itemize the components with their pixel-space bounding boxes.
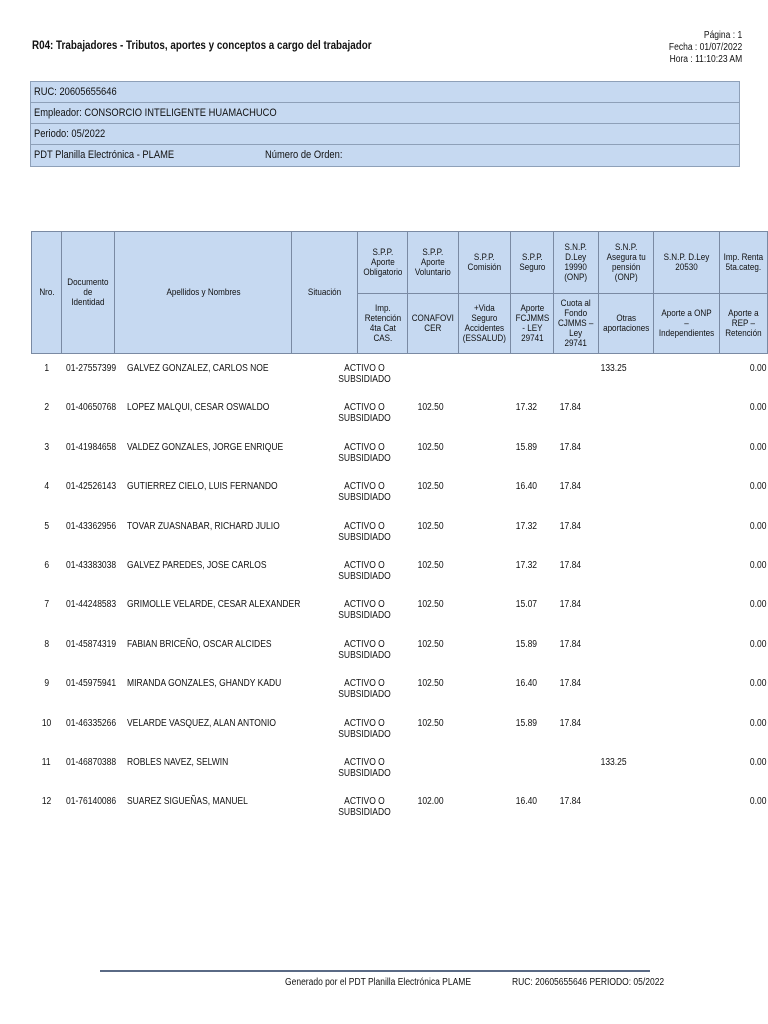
row-status: ACTIVO O SUBSIDIADO xyxy=(338,796,391,819)
header-cuota-fondo: Cuota al Fondo CJMMS – Ley 29741 xyxy=(554,294,598,354)
header-spp-seguro: S.P.P. Seguro xyxy=(510,232,554,294)
row-snp-20530 xyxy=(674,636,720,675)
row-spp-obligatorio: 102.50 xyxy=(417,441,444,453)
row-snp-asegura xyxy=(628,596,674,635)
row-name: MIRANDA GONZALES, GHANDY KADU xyxy=(126,678,282,690)
row-nro: 4 xyxy=(44,481,49,493)
row-spp-comision: 16.40 xyxy=(516,678,538,690)
header-status: Situación xyxy=(292,232,357,354)
row-snp-19990: 133.25 xyxy=(600,363,627,374)
row-nro: 8 xyxy=(44,638,49,650)
row-spp-voluntario xyxy=(449,360,491,399)
header-spp-voluntario: S.P.P. Aporte Voluntario xyxy=(408,232,459,294)
row-snp-asegura xyxy=(628,636,674,675)
row-status: ACTIVO O SUBSIDIADO xyxy=(338,559,391,582)
row-status: ACTIVO O SUBSIDIADO xyxy=(338,678,391,701)
header-name: Apellidos y Nombres xyxy=(115,232,292,354)
header-spp-obligatorio: S.P.P. Aporte Obligatorio xyxy=(357,232,408,294)
table-row xyxy=(31,399,768,438)
row-spp-voluntario xyxy=(449,596,491,635)
header-retencion-4ta: Imp. Retención 4ta Cat CAS. xyxy=(357,294,408,354)
row-snp-19990 xyxy=(583,439,628,478)
row-snp-asegura xyxy=(628,793,674,832)
row-renta-5ta: 0.00 xyxy=(749,678,766,690)
row-spp-voluntario xyxy=(449,439,491,478)
table-row xyxy=(31,518,768,557)
row-snp-asegura xyxy=(628,754,674,793)
row-spp-voluntario xyxy=(449,754,491,793)
row-snp-19990: 133.25 xyxy=(600,756,627,768)
row-spp-comision: 17.32 xyxy=(516,559,538,571)
table-row xyxy=(31,636,768,675)
row-spp-seguro: 17.84 xyxy=(560,520,582,532)
row-status: ACTIVO O SUBSIDIADO xyxy=(338,402,391,425)
row-nro: 5 xyxy=(44,520,49,532)
row-status: ACTIVO O SUBSIDIADO xyxy=(338,363,391,385)
row-snp-19990 xyxy=(583,557,628,596)
row-spp-seguro: 17.84 xyxy=(560,402,582,414)
row-nro: 12 xyxy=(41,796,52,808)
header-aporte-onp-indep: Aporte a ONP – Independientes xyxy=(654,294,720,354)
row-snp-20530 xyxy=(674,360,720,399)
info-period-row xyxy=(31,124,739,145)
table-row xyxy=(31,793,768,832)
row-spp-seguro: 17.84 xyxy=(560,441,582,453)
row-doc: 01-45975941 xyxy=(65,678,117,690)
row-name: GUTIERREZ CIELO, LUIS FERNANDO xyxy=(126,481,278,493)
page-number: Página : 1 xyxy=(703,30,742,41)
row-renta-5ta: 0.00 xyxy=(749,559,766,571)
row-spp-comision: 17.32 xyxy=(516,402,538,414)
info-employer: Empleador: CONSORCIO INTELIGENTE HUAMACHUCO xyxy=(34,107,277,119)
row-renta-5ta: 0.00 xyxy=(749,363,766,374)
info-order: Número de Orden: xyxy=(265,149,343,161)
header-snp-20530: S.N.P. D.Ley 20530 xyxy=(654,232,720,294)
table-row xyxy=(31,360,768,399)
row-spp-seguro: 17.84 xyxy=(560,678,582,690)
row-spp-obligatorio xyxy=(398,360,449,399)
row-snp-20530 xyxy=(674,399,720,438)
row-spp-voluntario xyxy=(449,793,491,832)
row-snp-19990 xyxy=(583,518,628,557)
row-nro: 1 xyxy=(44,363,49,374)
header-spp-comision: S.P.P. Comisión xyxy=(458,232,510,294)
row-name: ROBLES NAVEZ, SELWIN xyxy=(126,756,229,768)
row-nro: 2 xyxy=(44,402,49,414)
row-snp-19990 xyxy=(583,793,628,832)
row-name: GALVEZ GONZALEZ, CARLOS NOE xyxy=(126,363,269,374)
info-ruc-row xyxy=(31,82,739,103)
info-employer-row xyxy=(31,103,739,124)
row-spp-voluntario xyxy=(449,557,491,596)
row-snp-19990 xyxy=(583,675,628,714)
row-snp-19990 xyxy=(583,596,628,635)
info-period: Periodo: 05/2022 xyxy=(34,128,106,140)
row-spp-obligatorio: 102.50 xyxy=(417,559,444,571)
row-snp-19990 xyxy=(583,636,628,675)
row-name: SUAREZ SIGUEÑAS, MANUEL xyxy=(126,796,248,808)
row-doc: 01-43362956 xyxy=(65,520,117,532)
row-spp-voluntario xyxy=(449,478,491,517)
row-spp-obligatorio: 102.50 xyxy=(417,717,444,729)
row-spp-comision xyxy=(491,360,540,399)
row-status: ACTIVO O SUBSIDIADO xyxy=(338,599,391,622)
row-spp-seguro xyxy=(540,360,584,399)
row-spp-comision: 15.89 xyxy=(516,441,538,453)
row-spp-seguro: 17.84 xyxy=(560,638,582,650)
row-spp-seguro xyxy=(540,754,584,793)
row-renta-5ta: 0.00 xyxy=(749,481,766,493)
row-status: ACTIVO O SUBSIDIADO xyxy=(338,717,391,740)
report-title: R04: Trabajadores - Tributos, aportes y conceptos a cargo del trabajador xyxy=(32,38,372,52)
info-ruc: RUC: 20605655646 xyxy=(34,86,117,98)
row-name: VELARDE VASQUEZ, ALAN ANTONIO xyxy=(126,717,276,729)
row-snp-20530 xyxy=(674,596,720,635)
row-spp-obligatorio: 102.50 xyxy=(417,520,444,532)
row-doc: 01-43383038 xyxy=(65,559,117,571)
table-row xyxy=(31,439,768,478)
row-spp-seguro: 17.84 xyxy=(560,559,582,571)
row-name: GRIMOLLE VELARDE, CESAR ALEXANDER xyxy=(126,599,301,611)
row-snp-20530 xyxy=(674,793,720,832)
row-status: ACTIVO O SUBSIDIADO xyxy=(338,638,391,661)
row-spp-comision: 15.89 xyxy=(516,638,538,650)
table-row xyxy=(31,478,768,517)
row-nro: 11 xyxy=(42,756,51,768)
employer-info-box xyxy=(30,81,740,167)
row-doc: 01-46335266 xyxy=(65,717,117,729)
row-doc: 01-44248583 xyxy=(65,599,117,611)
row-spp-comision: 17.32 xyxy=(516,520,538,532)
row-snp-19990 xyxy=(583,715,628,754)
row-doc: 01-40650768 xyxy=(65,402,117,414)
row-spp-comision: 16.40 xyxy=(516,481,538,493)
row-snp-20530 xyxy=(674,557,720,596)
header-otras-aportaciones: Otras aportaciones xyxy=(598,294,653,354)
row-snp-19990 xyxy=(583,478,628,517)
row-snp-20530 xyxy=(674,715,720,754)
report-time: Hora : 11:10:23 AM xyxy=(669,54,742,65)
table-row xyxy=(31,715,768,754)
header-snp-19990: S.N.P. D.Ley 19990 (ONP) xyxy=(554,232,598,294)
row-snp-asegura xyxy=(628,439,674,478)
row-snp-20530 xyxy=(674,439,720,478)
row-snp-asegura xyxy=(628,715,674,754)
row-snp-asegura xyxy=(628,518,674,557)
info-pdt: PDT Planilla Electrónica - PLAME xyxy=(34,149,175,161)
row-doc: 01-76140086 xyxy=(65,796,117,808)
report-meta xyxy=(669,30,742,66)
row-status: ACTIVO O SUBSIDIADO xyxy=(338,481,391,504)
row-snp-asegura xyxy=(628,675,674,714)
row-renta-5ta: 0.00 xyxy=(749,638,766,650)
row-renta-5ta: 0.00 xyxy=(749,599,766,611)
row-snp-20530 xyxy=(674,478,720,517)
header-snp-asegura: S.N.P. Asegura tu pensión (ONP) xyxy=(598,232,653,294)
row-renta-5ta: 0.00 xyxy=(749,441,766,453)
row-spp-obligatorio: 102.50 xyxy=(417,599,444,611)
row-nro: 7 xyxy=(44,599,49,611)
row-snp-20530 xyxy=(674,754,720,793)
row-renta-5ta: 0.00 xyxy=(749,717,766,729)
row-renta-5ta: 0.00 xyxy=(749,520,766,532)
row-snp-19990 xyxy=(583,399,628,438)
row-spp-seguro: 17.84 xyxy=(560,481,582,493)
row-spp-comision: 15.89 xyxy=(516,717,538,729)
row-name: LOPEZ MALQUI, CESAR OSWALDO xyxy=(126,402,270,414)
row-snp-asegura xyxy=(628,399,674,438)
row-name: TOVAR ZUASNABAR, RICHARD JULIO xyxy=(126,520,280,532)
table-row xyxy=(31,675,768,714)
row-doc: 01-42526143 xyxy=(65,481,117,493)
row-status: ACTIVO O SUBSIDIADO xyxy=(338,756,391,779)
table-row xyxy=(31,557,768,596)
row-spp-voluntario xyxy=(449,399,491,438)
row-name: FABIAN BRICEÑO, OSCAR ALCIDES xyxy=(126,638,272,650)
row-status: ACTIVO O SUBSIDIADO xyxy=(338,441,391,464)
table-header xyxy=(31,231,768,354)
footer-summary: RUC: 20605655646 PERIODO: 05/2022 xyxy=(512,977,665,988)
row-nro: 6 xyxy=(44,559,49,571)
row-snp-20530 xyxy=(674,518,720,557)
report-date: Fecha : 01/07/2022 xyxy=(668,42,742,53)
footer-divider xyxy=(100,970,650,972)
row-snp-asegura xyxy=(628,557,674,596)
table-row xyxy=(31,596,768,635)
header-doc: Documento de Identidad xyxy=(62,232,115,354)
row-spp-voluntario xyxy=(449,518,491,557)
row-name: GALVEZ PAREDES, JOSE CARLOS xyxy=(126,559,267,571)
header-conafovicer: CONAFOVI CER xyxy=(408,294,459,354)
row-nro: 3 xyxy=(44,441,49,453)
row-spp-comision xyxy=(491,754,540,793)
row-doc: 01-27557399 xyxy=(65,363,117,374)
header-renta-5ta: Imp. Renta 5ta.categ. xyxy=(720,232,768,294)
row-spp-obligatorio: 102.50 xyxy=(417,402,444,414)
info-pdt-row xyxy=(31,145,739,166)
table-row xyxy=(31,754,768,793)
row-name: VALDEZ GONZALES, JORGE ENRIQUE xyxy=(126,441,284,453)
header-vida-seguro: +Vida Seguro Accidentes (ESSALUD) xyxy=(458,294,510,354)
row-spp-obligatorio: 102.00 xyxy=(417,796,444,808)
row-renta-5ta: 0.00 xyxy=(749,402,766,414)
row-spp-seguro: 17.84 xyxy=(560,717,582,729)
row-spp-obligatorio xyxy=(398,754,449,793)
row-spp-voluntario xyxy=(449,715,491,754)
header-aporte-fcjmms: Aporte FCJMMS - LEY 29741 xyxy=(510,294,554,354)
row-nro: 10 xyxy=(41,717,52,729)
row-spp-obligatorio: 102.50 xyxy=(417,638,444,650)
row-spp-voluntario xyxy=(449,675,491,714)
row-doc: 01-41984658 xyxy=(65,441,117,453)
footer-generated: Generado por el PDT Planilla Electrónica PLAME xyxy=(285,977,472,988)
row-doc: 01-46870388 xyxy=(65,756,117,768)
row-snp-asegura xyxy=(628,360,674,399)
header-nro: Nro. xyxy=(32,232,62,354)
workers-table xyxy=(31,360,768,833)
row-snp-20530 xyxy=(674,675,720,714)
row-renta-5ta: 0.00 xyxy=(749,756,766,768)
row-renta-5ta: 0.00 xyxy=(749,796,766,808)
row-spp-seguro: 17.84 xyxy=(560,796,582,808)
row-status: ACTIVO O SUBSIDIADO xyxy=(338,520,391,543)
row-nro: 9 xyxy=(44,678,49,690)
row-spp-obligatorio: 102.50 xyxy=(417,678,444,690)
row-snp-asegura xyxy=(628,478,674,517)
row-doc: 01-45874319 xyxy=(65,638,117,650)
row-spp-voluntario xyxy=(449,636,491,675)
row-spp-seguro: 17.84 xyxy=(560,599,582,611)
header-aporte-rep: Aporte a REP – Retención xyxy=(720,294,768,354)
row-spp-obligatorio: 102.50 xyxy=(417,481,444,493)
row-spp-comision: 16.40 xyxy=(516,796,538,808)
row-spp-comision: 15.07 xyxy=(516,599,538,611)
